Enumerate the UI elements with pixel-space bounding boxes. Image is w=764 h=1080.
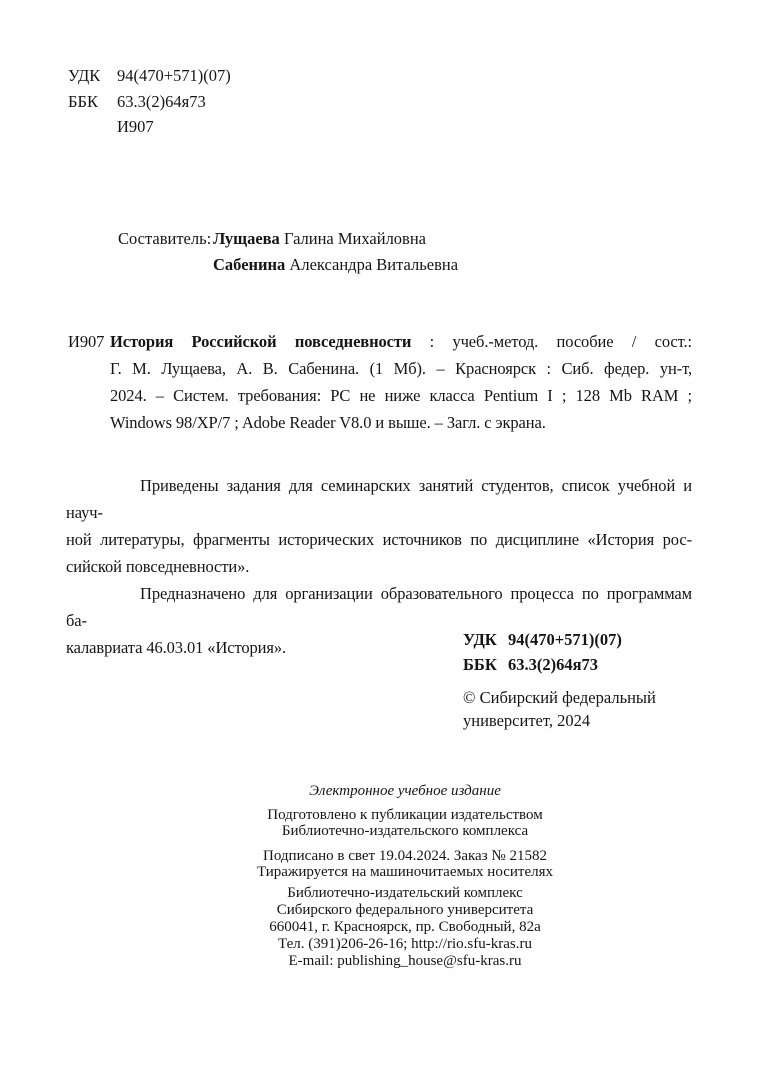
compiler-surname: Лущаева [213,229,280,248]
udk-bottom-value: 94(470+571)(07) [508,630,622,649]
udk-value: 94(470+571)(07) [117,66,231,85]
publisher-name-line: Библиотечно-издательский комплекс [287,885,523,901]
udk-row [68,63,231,89]
record-title: История Российской повседневности [110,332,412,351]
record-body [110,328,692,436]
distribution-line: Тиражируется на машиночитаемых носителях [256,864,553,880]
compilers-names [213,226,458,278]
udk-bbk-block [68,63,231,140]
record-line: Г. М. Лущаева, А. В. Сабенина. (1 Мб). – Красноярск : Сиб. федер. ун-т, [110,359,692,378]
bbk-bottom-row [463,652,622,677]
compilers-block [118,226,458,278]
edition-type-line: Электронное учебное издание [309,783,501,799]
bbk-row [68,89,231,115]
bbk-bottom-value: 63.3(2)64я73 [508,655,599,674]
annotation-line: ной литературы, фрагменты исторических источников по дисциплине «История рос- [66,530,692,549]
annotation-line: Предназначено для организации образовательного процесса по программам ба- [66,584,692,630]
prepared-by-line: Подготовлено к публикации издательством [267,807,543,823]
bbk-value: 63.3(2)64я73 [117,91,206,111]
copyright-line: университет, 2024 [463,711,591,730]
record-line: Windows 98/XP/7 ; Adobe Reader V8.0 и выше. – Загл. с экрана. [110,413,546,432]
annotation-line: калавриата 46.03.01 «История». [66,638,287,657]
publisher-address-line: 660041, г. Красноярск, пр. Свободный, 82а [269,919,541,935]
compiler-name [213,226,458,252]
udk-bbk-bottom-block [463,627,622,677]
udk-label: УДК [68,66,101,85]
print-info-block [120,848,690,880]
publisher-address-block [120,885,690,970]
compiler-given-names: Александра Витальевна [285,255,459,274]
author-sign: И907 [117,117,154,136]
udk-bottom-row [463,627,622,652]
compiler-surname: Сабенина [213,255,286,274]
copyright-line: © Сибирский федеральный [463,688,656,707]
publisher-email-line: E-mail: publishing_house@sfu-kras.ru [288,953,522,969]
signed-to-print-line: Подписано в свет 19.04.2024. Заказ № 21582 [263,848,547,864]
publisher-university-line: Сибирского федерального университета [276,902,534,918]
record-line: 2024. – Систем. требования: PC не ниже класса Pentium I ; 128 Mb RAM ; [110,386,692,405]
compilers-label: Составитель: [118,229,212,248]
colophon-block [120,783,690,970]
copyright-notice [463,686,656,732]
author-sign-row [68,114,231,140]
record-line [110,328,692,355]
bbk-label: ББК [68,91,98,111]
bbk-bottom-label: ББК [463,655,497,674]
publisher-phone-website-line: Тел. (391)206-26-16; http://rio.sfu-kras.ru [278,936,532,952]
compiler-given-names: Галина Михайловна [279,229,426,248]
prepared-by-line: Библиотечно-издательского комплекса [281,823,529,839]
prepared-by-block [120,807,690,839]
record-subtitle: : учеб.-метод. пособие / сост.: [411,332,692,351]
record-code: И907 [68,332,105,351]
annotation-line: сийской повседневности». [66,557,250,576]
annotation-line: Приведены задания для семинарских занятий студентов, список учебной и науч- [66,476,692,522]
compiler-name [213,252,458,278]
bibliographic-record [68,328,692,436]
author-sign-spacer [68,114,117,140]
udk-bottom-label: УДК [463,630,497,649]
